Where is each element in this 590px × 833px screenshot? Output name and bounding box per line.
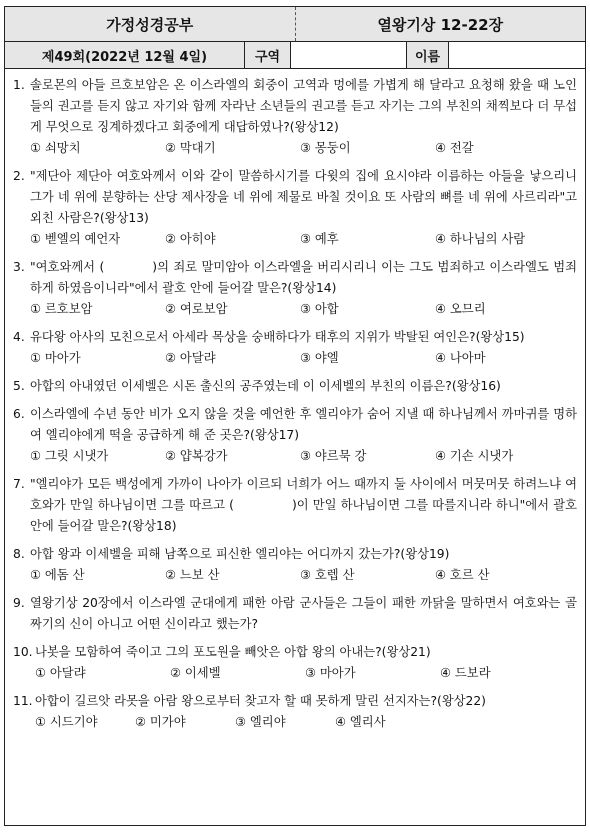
option-1[interactable]: ① 벧엘의 예언자 bbox=[30, 232, 121, 246]
option-1[interactable]: ① 에돔 산 bbox=[30, 568, 85, 582]
question-number: 9. bbox=[13, 596, 25, 610]
question-list bbox=[5, 69, 585, 733]
question-number: 10. bbox=[13, 645, 33, 659]
option-list bbox=[13, 712, 577, 733]
question-1 bbox=[13, 75, 577, 159]
question-number: 3. bbox=[13, 260, 25, 274]
question-9 bbox=[13, 593, 577, 635]
option-1[interactable]: ① 마아가 bbox=[30, 351, 81, 365]
option-list bbox=[13, 663, 577, 684]
question-number: 1. bbox=[13, 78, 25, 92]
option-list bbox=[13, 348, 577, 369]
question-text: 나봇을 모함하여 죽이고 그의 포도원을 빼앗은 아합 왕의 아내는?(왕상21) bbox=[35, 645, 431, 659]
question-4 bbox=[13, 327, 577, 369]
question-8 bbox=[13, 544, 577, 586]
option-4[interactable]: ④ 오므리 bbox=[435, 302, 486, 316]
option-3[interactable]: ③ 호렙 산 bbox=[300, 568, 355, 582]
question-2 bbox=[13, 166, 577, 250]
option-1[interactable]: ① 르호보암 bbox=[30, 302, 93, 316]
question-text: 솔로몬의 아들 르호보암은 온 이스라엘의 회중이 고역과 멍에를 가볍게 해 달라고 요청해 왔을 때 노인들의 권고를 듣지 않고 자기와 함께 자라난 소년들의 권고를 듣고 자기는 그의 부친의 채찍보다 더 무섭게 무엇으로 징계하겠다고 회중에게 대답하였나?(왕상12) bbox=[30, 78, 577, 134]
option-3[interactable]: ③ 엘리야 bbox=[235, 715, 286, 729]
option-3[interactable]: ③ 아합 bbox=[300, 302, 339, 316]
name-label: 이름 bbox=[407, 42, 449, 68]
option-3[interactable]: ③ 예후 bbox=[300, 232, 339, 246]
question-number: 8. bbox=[13, 547, 25, 561]
worksheet bbox=[4, 6, 586, 826]
option-4[interactable]: ④ 드보라 bbox=[440, 666, 491, 680]
question-text-part-a: "엘리야가 모든 백성에게 가까이 나아가 이르되 너희가 어느 때까지 둘 사이에서 머뭇머뭇 하려느냐 여호와가 만일 하나님이면 그를 따르고 ( bbox=[30, 477, 577, 512]
option-4[interactable]: ④ 나아마 bbox=[435, 351, 486, 365]
question-text: 유다왕 아사의 모친으로서 아세라 목상을 숭배하다가 태후의 지위가 박탈된 여인은?(왕상15) bbox=[30, 330, 525, 344]
question-text-part-b: )이 만일 하나님이면 그를 따를지니라 하니"에서 괄호 안에 들어갈 말은?(왕상18) bbox=[30, 498, 577, 533]
question-text: 아합의 아내였던 이세벨은 시돈 출신의 공주였는데 이 이세벨의 부친의 이름은?(왕상16) bbox=[30, 379, 501, 393]
option-3[interactable]: ③ 몽둥이 bbox=[300, 141, 351, 155]
question-text: 열왕기상 20장에서 이스라엘 군대에게 패한 아람 군사들은 그들이 패한 까닭을 말하면서 여호와는 골짜기의 신이 아니고 어떤 신이라고 했는가? bbox=[30, 596, 577, 631]
option-4[interactable]: ④ 엘리사 bbox=[335, 715, 386, 729]
question-number: 6. bbox=[13, 407, 25, 421]
info-row bbox=[5, 42, 585, 69]
session-label: 제49회(2022년 12월 4일) bbox=[5, 42, 245, 68]
name-field[interactable] bbox=[449, 42, 585, 68]
question-number: 11. bbox=[13, 694, 33, 708]
question-10 bbox=[13, 642, 577, 684]
question-text: "제단아 제단아 여호와께서 이와 같이 말씀하시기를 다윗의 집에 요시야라 이름하는 아들을 낳으리니 그가 네 위에 분향하는 산당 제사장을 네 위에 제물로 바칠 것이요 또 사람의 뼈를 네 위에 사르리라"고 외친 사람은?(왕상13) bbox=[30, 169, 577, 225]
worksheet-subject: 열왕기상 12-22장 bbox=[377, 15, 504, 34]
question-text-part-a: "여호와께서 ( bbox=[30, 260, 105, 274]
option-list bbox=[13, 229, 577, 250]
question-5 bbox=[13, 376, 577, 397]
question-number: 2. bbox=[13, 169, 25, 183]
option-2[interactable]: ② 아달랴 bbox=[165, 351, 216, 365]
option-2[interactable]: ② 미가야 bbox=[135, 715, 186, 729]
question-text-part-b: )의 죄로 말미암아 이스라엘을 버리시리니 이는 그도 범죄하고 이스라엘도 범죄하게 하였음이니라"에서 괄호 안에 들어갈 말은?(왕상14) bbox=[30, 260, 577, 295]
option-2[interactable]: ② 여로보암 bbox=[165, 302, 228, 316]
option-list bbox=[13, 446, 577, 467]
option-list bbox=[13, 138, 577, 159]
option-2[interactable]: ② 느보 산 bbox=[165, 568, 220, 582]
question-6 bbox=[13, 404, 577, 467]
option-1[interactable]: ① 아달랴 bbox=[35, 666, 86, 680]
option-2[interactable]: ② 막대기 bbox=[165, 141, 216, 155]
option-4[interactable]: ④ 호르 산 bbox=[435, 568, 490, 582]
option-1[interactable]: ① 그릿 시냇가 bbox=[30, 449, 109, 463]
question-text: 아합 왕과 이세벨을 피해 남쪽으로 피신한 엘리야는 어디까지 갔는가?(왕상19) bbox=[30, 547, 450, 561]
question-number: 7. bbox=[13, 477, 25, 491]
option-2[interactable]: ② 얍복강가 bbox=[165, 449, 228, 463]
area-field[interactable] bbox=[291, 42, 407, 68]
area-label: 구역 bbox=[245, 42, 291, 68]
question-number: 4. bbox=[13, 330, 25, 344]
question-number: 5. bbox=[13, 379, 25, 393]
question-11 bbox=[13, 691, 577, 733]
question-7 bbox=[13, 474, 577, 537]
question-text: 아합이 길르앗 라못을 아람 왕으로부터 찾고자 할 때 못하게 말린 선지자는?(왕상22) bbox=[35, 694, 486, 708]
option-4[interactable]: ④ 전갈 bbox=[435, 141, 474, 155]
option-3[interactable]: ③ 마아가 bbox=[305, 666, 356, 680]
option-3[interactable]: ③ 야르묵 강 bbox=[300, 449, 367, 463]
option-1[interactable]: ① 쇠망치 bbox=[30, 141, 81, 155]
question-3 bbox=[13, 257, 577, 320]
option-list bbox=[13, 565, 577, 586]
option-3[interactable]: ③ 야엘 bbox=[300, 351, 339, 365]
worksheet-title: 가정성경공부 bbox=[5, 7, 296, 41]
option-2[interactable]: ② 이세벨 bbox=[170, 666, 221, 680]
option-4[interactable]: ④ 기손 시냇가 bbox=[435, 449, 514, 463]
option-2[interactable]: ② 아히야 bbox=[165, 232, 216, 246]
option-4[interactable]: ④ 하나님의 사람 bbox=[435, 232, 526, 246]
question-text: 이스라엘에 수년 동안 비가 오지 않을 것을 예언한 후 엘리야가 숨어 지낼 때 하나님께서 까마귀를 명하여 엘리야에게 떡을 공급하게 해 준 곳은?(왕상17) bbox=[30, 407, 577, 442]
option-1[interactable]: ① 시드기야 bbox=[35, 715, 98, 729]
option-list bbox=[13, 299, 577, 320]
title-row bbox=[5, 7, 585, 42]
